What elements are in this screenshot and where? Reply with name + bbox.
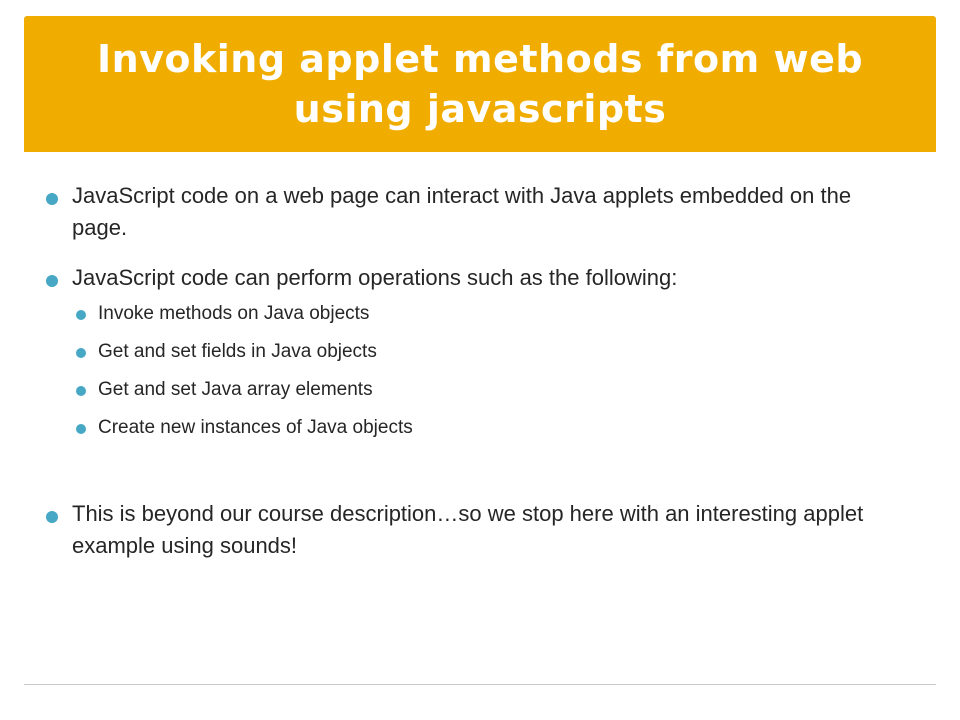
bullet-text: JavaScript code on a web page can interact with Java applets embedded on the page.	[72, 183, 852, 240]
bullet-text: JavaScript code can perform operations such as the following:	[72, 265, 678, 290]
sub-bullet-text: Create new instances of Java objects	[98, 417, 413, 438]
sub-bullet-item	[68, 378, 906, 402]
title-band	[24, 16, 936, 152]
bullet-dot-icon	[46, 275, 58, 287]
bullet-item-operations	[46, 262, 906, 440]
slide-body	[46, 180, 906, 562]
sub-bullet-dot-icon	[76, 310, 86, 320]
bullet-item-interaction	[46, 180, 906, 244]
slide-title-line-1: Invoking applet methods from web	[96, 37, 864, 81]
sub-bullet-dot-icon	[76, 386, 86, 396]
sub-bullet-text: Get and set fields in Java objects	[98, 341, 377, 362]
bullet-dot-icon	[46, 193, 58, 205]
sub-bullet-text: Invoke methods on Java objects	[98, 303, 370, 324]
sub-bullet-dot-icon	[76, 424, 86, 434]
sub-bullet-dot-icon	[76, 348, 86, 358]
bullet-item-conclusion	[46, 498, 906, 562]
bullet-text: This is beyond our course description…so we stop here with an interesting applet example using sounds!	[72, 501, 864, 558]
sub-bullet-item	[68, 416, 906, 440]
footer-divider	[24, 684, 936, 685]
bullet-dot-icon	[46, 511, 58, 523]
slide-title	[97, 34, 863, 134]
bullet-list	[46, 180, 906, 562]
sub-bullet-list	[72, 302, 906, 440]
sub-bullet-text: Get and set Java array elements	[98, 379, 373, 400]
sub-bullet-item	[68, 340, 906, 364]
sub-bullet-item	[68, 302, 906, 326]
slide-title-line-2: using javascripts	[293, 87, 667, 131]
